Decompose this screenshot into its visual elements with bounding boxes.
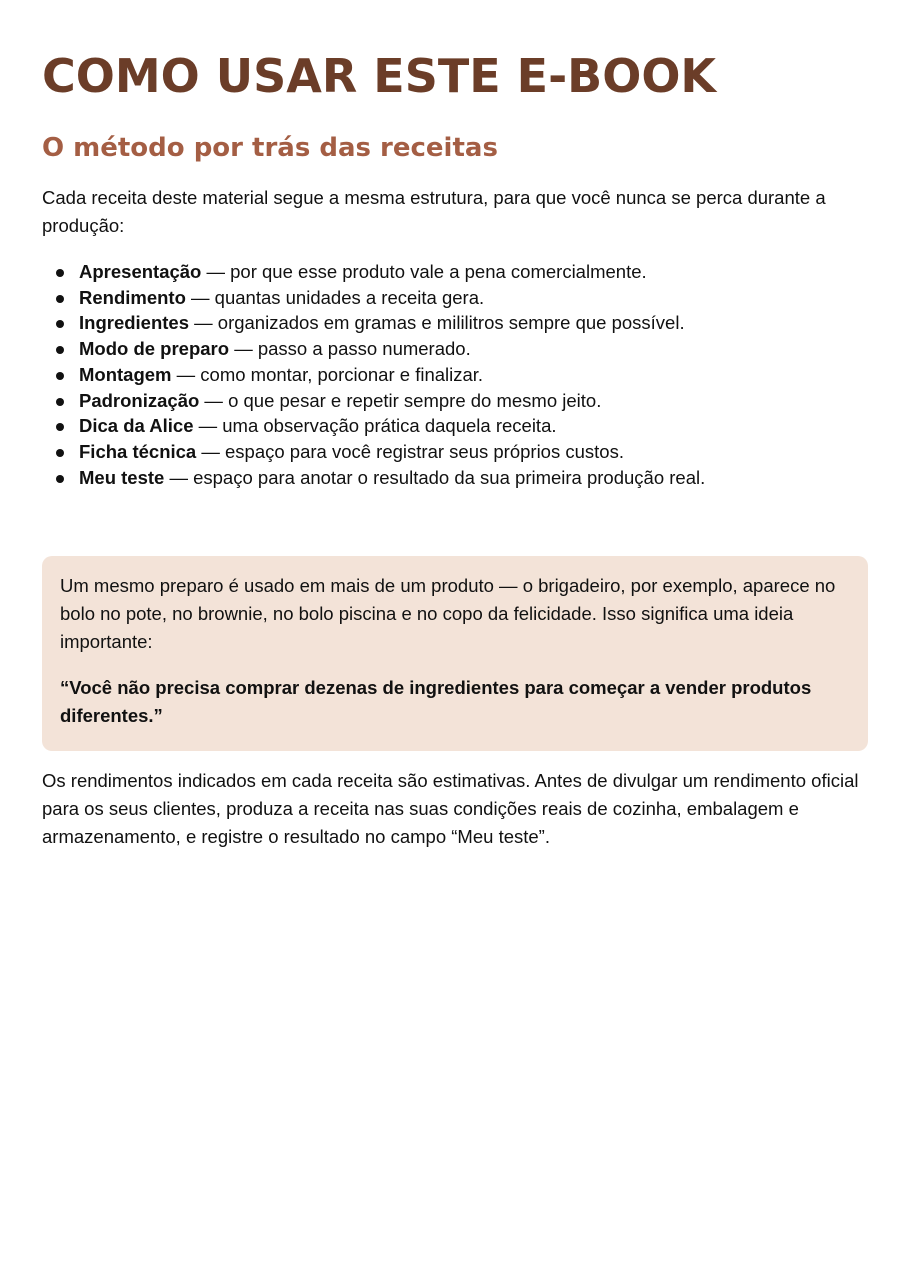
structure-list bbox=[42, 259, 868, 490]
list-item-text: — uma observação prática daquela receita. bbox=[193, 415, 557, 437]
list-item bbox=[42, 388, 868, 414]
list-item bbox=[42, 439, 868, 465]
list-item-label: Meu teste bbox=[79, 466, 165, 488]
page-title: COMO USAR ESTE E-BOOK bbox=[42, 49, 717, 103]
closing-paragraph: Os rendimentos indicados em cada receita são estimativas. Antes de divulgar um rendimento oficial para os seus clientes, produza a receita nas suas condições reais de cozinha, embalagem e armazenamento, e registre o resultado no campo “Meu teste”. bbox=[42, 770, 859, 847]
list-item-text: — o que pesar e repetir sempre do mesmo jeito. bbox=[199, 389, 602, 411]
callout-quote: “Você não precisa comprar dezenas de ingredientes para começar a vender produtos diferentes.” bbox=[60, 677, 812, 726]
list-item-text: — espaço para anotar o resultado da sua primeira produção real. bbox=[164, 466, 706, 488]
bullet-icon bbox=[56, 372, 64, 380]
list-item bbox=[42, 259, 868, 285]
list-item-text: — espaço para você registrar seus próprios custos. bbox=[196, 440, 624, 462]
list-item-text: — como montar, porcionar e finalizar. bbox=[171, 363, 484, 385]
list-item-text: — por que esse produto vale a pena comercialmente. bbox=[201, 261, 647, 282]
list-item bbox=[42, 465, 868, 491]
bullet-icon bbox=[56, 423, 64, 431]
list-item bbox=[42, 413, 868, 439]
list-item-label: Montagem bbox=[79, 363, 172, 385]
bullet-icon bbox=[56, 398, 64, 406]
list-item-label: Modo de preparo bbox=[79, 338, 230, 360]
highlight-callout bbox=[42, 556, 868, 751]
list-item-label: Rendimento bbox=[79, 286, 186, 308]
list-item bbox=[42, 285, 868, 311]
section-subtitle: O método por trás das receitas bbox=[42, 133, 498, 163]
bullet-icon bbox=[56, 295, 64, 303]
list-item-label: Dica da Alice bbox=[79, 415, 194, 437]
list-item bbox=[42, 362, 868, 388]
list-item bbox=[42, 310, 868, 336]
bullet-icon bbox=[56, 320, 64, 328]
list-item-label: Padronização bbox=[79, 389, 200, 411]
list-item-label: Ficha técnica bbox=[79, 440, 197, 462]
bullet-icon bbox=[56, 449, 64, 457]
list-item-label: Ingredientes bbox=[79, 312, 189, 334]
list-item-text: — organizados em gramas e mililitros sempre que possível. bbox=[189, 312, 685, 334]
bullet-icon bbox=[56, 346, 64, 354]
list-item-label: Apresentação bbox=[79, 261, 202, 282]
bullet-icon bbox=[56, 269, 64, 277]
intro-paragraph: Cada receita deste material segue a mesma estrutura, para que você nunca se perca durante a produção: bbox=[42, 187, 826, 236]
list-item-text: — quantas unidades a receita gera. bbox=[185, 286, 485, 308]
list-item-text: — passo a passo numerado. bbox=[229, 338, 471, 360]
bullet-icon bbox=[56, 475, 64, 483]
list-item bbox=[42, 336, 868, 362]
callout-text: Um mesmo preparo é usado em mais de um produto — o brigadeiro, por exemplo, aparece no bolo no pote, no brownie, no bolo piscina e no copo da felicidade. Isso significa uma ideia importante: bbox=[60, 575, 836, 652]
